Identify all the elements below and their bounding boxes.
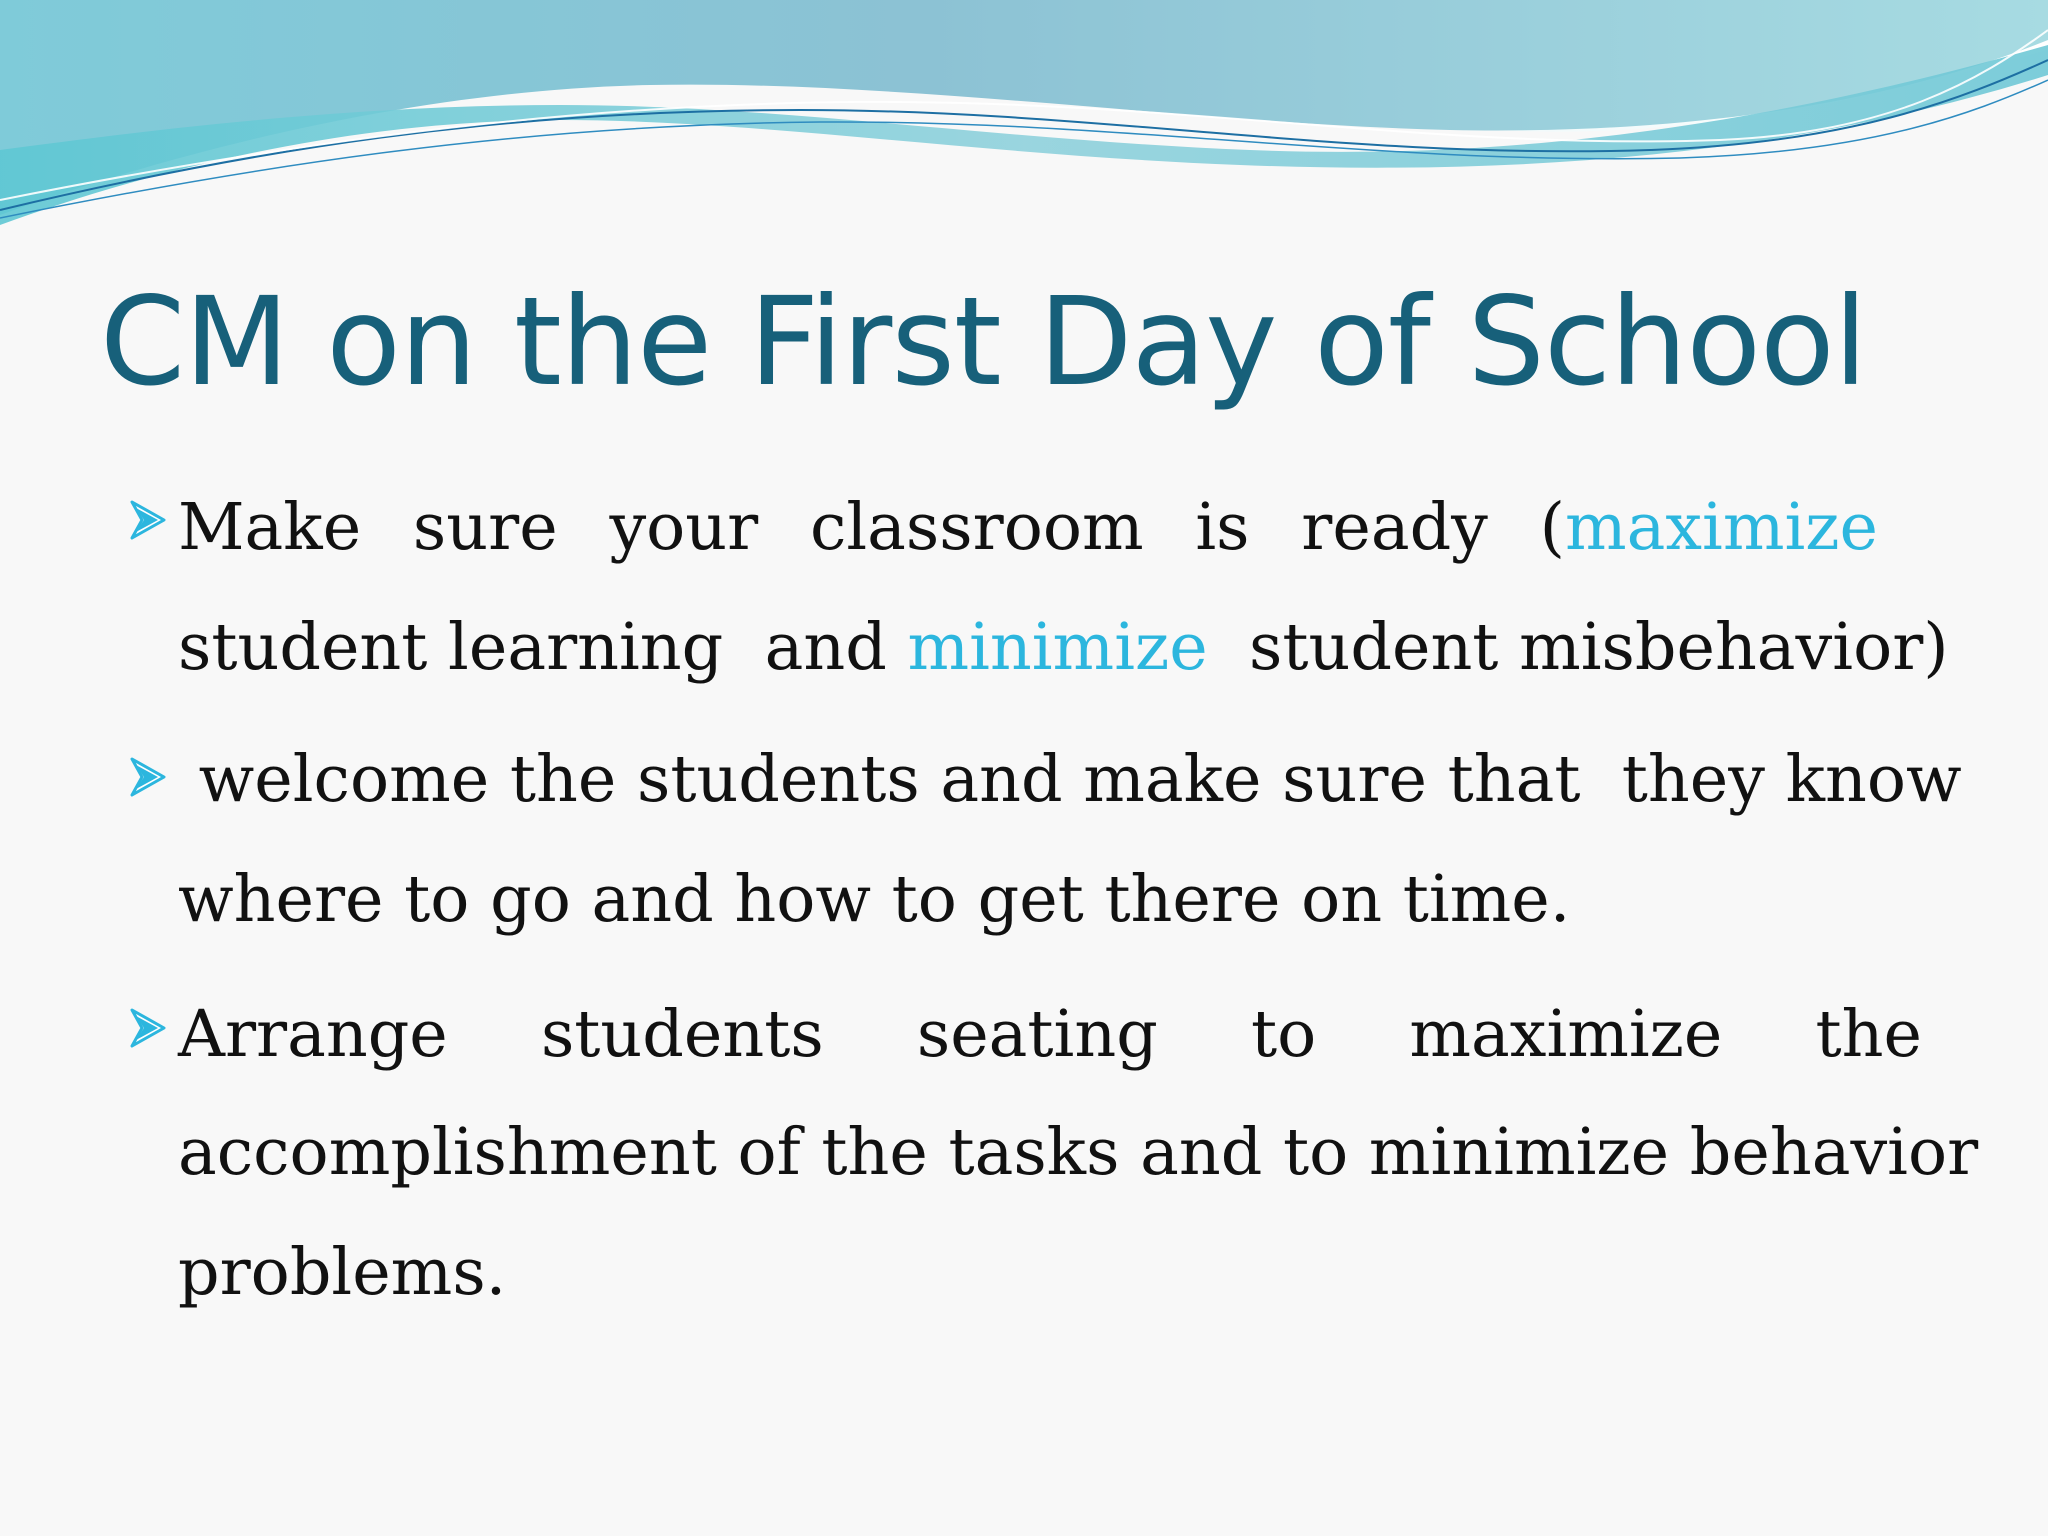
bullet-2-line-2 xyxy=(178,860,1922,940)
bullet-1-line-2 xyxy=(178,608,1949,688)
word: maximize xyxy=(1409,997,1723,1072)
text-segment: where to go and how to get there on time. xyxy=(178,862,1571,937)
slide-title: CM on the First Day of School xyxy=(100,271,1867,413)
word: to xyxy=(1250,997,1317,1072)
bullet-3-line-3 xyxy=(178,1233,1922,1313)
arrowhead-bullet-icon xyxy=(130,500,166,540)
text-segment: welcome the students and make sure that they know xyxy=(178,742,1962,817)
bullet-3-line-1 xyxy=(178,995,1922,1075)
word: Make xyxy=(178,490,362,565)
arrowhead-bullet-icon xyxy=(130,757,166,797)
highlight-word: minimize xyxy=(907,610,1208,685)
text-segment: accomplishment of the tasks and to minimize behavior xyxy=(178,1115,1979,1190)
text-segment: student learning and xyxy=(178,610,908,685)
bullet-2-line-1 xyxy=(178,740,1962,820)
word: students xyxy=(540,997,824,1072)
word: Arrange xyxy=(178,997,448,1072)
text-segment: student misbehavior) xyxy=(1207,610,1949,685)
bullet-3-line-2 xyxy=(178,1113,1979,1193)
text-segment: problems. xyxy=(178,1235,507,1310)
highlight-word: maximize xyxy=(1565,490,1878,565)
word: is xyxy=(1195,490,1250,565)
arrowhead-bullet-icon xyxy=(130,1008,166,1048)
word: seating xyxy=(916,997,1158,1072)
word: sure xyxy=(412,490,558,565)
word: ready xyxy=(1301,490,1488,565)
paren: ( xyxy=(1539,490,1566,565)
word: your xyxy=(609,490,759,565)
word: the xyxy=(1815,997,1922,1072)
bullet-1-line-1 xyxy=(178,488,1922,568)
word: classroom xyxy=(809,490,1144,565)
word-group xyxy=(1540,488,1878,568)
